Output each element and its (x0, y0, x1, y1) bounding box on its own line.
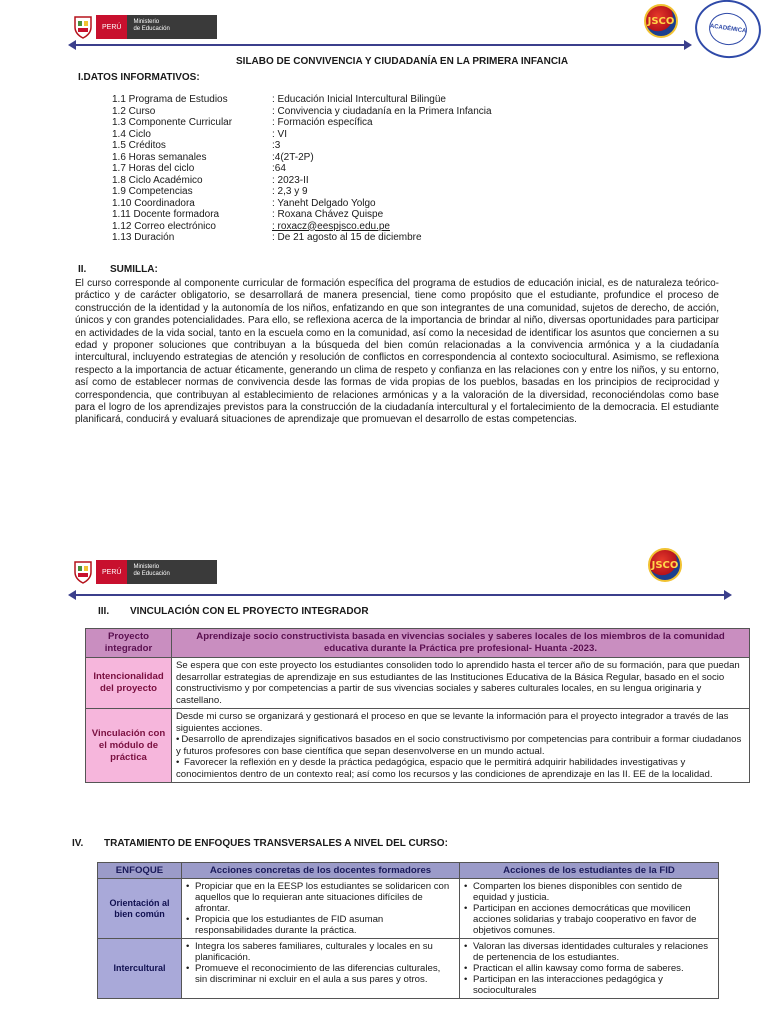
table-row (86, 629, 750, 658)
list-item: • Favorecer la reflexión en y desde la práctica pedagógica, espacio que le permitirá adquirir habilidades investigativas y conocimientos dentro de un contexto real; así como los recursos y las condiciones de aprendizaje en las II. EE de la localidad. (176, 757, 745, 780)
vinculacion-label: Vinculación con el módulo de práctica (86, 709, 172, 783)
institution-logo: JSCO (648, 548, 682, 582)
intencionalidad-label: Intencionalidad del proyecto (86, 658, 172, 709)
table-row (98, 879, 719, 939)
proyecto-title: Aprendizaje socio constructivista basada en vivencias sociales y saberes locales de los miembros de la comunidad educativa durante la Práctica pre profesional- Huanta -2023. (172, 629, 750, 658)
section-number-vinculacion: III. (98, 606, 110, 617)
vinculacion-cell (172, 709, 750, 783)
section-number-sumilla: II. (78, 264, 87, 275)
table-row (98, 939, 719, 999)
table-header-row (98, 863, 719, 879)
peru-label: PERÚ (96, 560, 127, 584)
vinculacion-list (176, 734, 745, 780)
section-heading-sumilla: SUMILLA: (110, 264, 158, 275)
column-header: Acciones concretas de los docentes formadores (182, 863, 460, 879)
docentes-cell (182, 879, 460, 939)
peru-label: PERÚ (96, 15, 127, 39)
list-item: • Comparten los bienes disponibles con sentido de equidad y justicia. (464, 881, 714, 903)
list-item: • Integra los saberes familiares, culturales y locales en su planificación. (186, 941, 455, 963)
list-item: • Propicia que los estudiantes de FID asuman responsabilidades durante la práctica. (186, 914, 455, 936)
enfoques-table (97, 862, 719, 999)
list-item: • Propiciar que en la EESP los estudiantes se solidaricen con aquellos que lo requieran ante situaciones difíciles de afrontar. (186, 881, 455, 914)
enfoque-name: Intercultural (98, 939, 182, 999)
list-item: • Promueve el reconocimiento de las diferencias culturales, sin discriminar ni excluir en el aula a sus pares y otros. (186, 963, 455, 985)
info-row: 1.9 Competencias : 2,3 y 9 (112, 186, 308, 197)
peru-shield-icon (70, 13, 96, 41)
ministry-label: Ministerio de Educación (127, 15, 217, 39)
peru-shield-icon (70, 558, 96, 586)
header-logo-page2 (70, 557, 217, 587)
info-row: 1.2 Curso : Convivencia y ciudadanía en la Primera Infancia (112, 105, 492, 117)
proyecto-label: Proyecto integrador (86, 629, 172, 658)
header-divider (74, 594, 726, 596)
estudiantes-cell (460, 939, 719, 999)
list-item: • Practican el allin kawsay como forma de saberes. (464, 963, 714, 974)
ministry-label: Ministerio de Educación (127, 560, 217, 584)
info-row: 1.8 Ciclo Académico : 2023-II (112, 174, 309, 186)
info-row: 1.5 Créditos :3 (112, 140, 281, 151)
list-item: • Participan en acciones democráticas que movilicen acciones solidarias y trabajo cooperativo en favor de objetivos comunes. (464, 903, 714, 936)
info-row: 1.13 Duración : De 21 agosto al 15 de diciembre (112, 232, 422, 243)
academic-stamp: ACADÉMICA (691, 0, 764, 62)
list-item: • Desarrollo de aprendizajes significativos basados en el socio constructivismo por competencias para contribuir a formar ciudadanos y futuros profesores con base científica que sepan desenvolverse en un mundo actual. (176, 734, 745, 757)
section-heading-vinculacion: VINCULACIÓN CON EL PROYECTO INTEGRADOR (130, 606, 369, 617)
list-item: • Valoran las diversas identidades culturales y relaciones de pertenencia de los estudiantes. (464, 941, 714, 963)
list-item: • Participan en las interacciones pedagógica y socioculturales (464, 974, 714, 996)
info-row: 1.7 Horas del ciclo :64 (112, 163, 286, 174)
header-logo (70, 12, 217, 42)
section-heading-enfoques: TRATAMIENTO DE ENFOQUES TRANSVERSALES A NIVEL DEL CURSO: (104, 838, 448, 849)
info-row: 1.11 Docente formadora : Roxana Chávez Quispe (112, 209, 384, 220)
proyecto-table (85, 628, 750, 783)
document-title: SILABO DE CONVIVENCIA Y CIUDADANÍA EN LA PRIMERA INFANCIA (236, 56, 569, 67)
estudiantes-cell (460, 879, 719, 939)
info-list (112, 94, 492, 244)
info-row: 1.10 Coordinadora : Yaneht Delgado Yolgo (112, 197, 376, 209)
column-header: ENFOQUE (98, 863, 182, 879)
info-row: 1.6 Horas semanales :4(2T-2P) (112, 151, 314, 163)
section-number-enfoques: IV. (72, 838, 84, 849)
info-row: 1.3 Componente Curricular : Formación específica (112, 117, 373, 128)
column-header: Acciones de los estudiantes de la FID (460, 863, 719, 879)
info-row: 1.1 Programa de Estudios : Educación Inicial Intercultural Bilingüe (112, 94, 446, 105)
vinculacion-intro: Desde mi curso se organizará y gestionará el proceso en que se levante la información para el proyecto integrador a través de las siguientes acciones. (176, 711, 729, 734)
docentes-cell (182, 939, 460, 999)
section-heading-datos: I.DATOS INFORMATIVOS: (78, 72, 200, 83)
intencionalidad-text: Se espera que con este proyecto los estudiantes consoliden todo lo aprendido hasta el tercer año de su formación, para que puedan desarrollar estrategias de aprendizaje en sus estudiantes de las Instituciones Educativa de la Básica Regular, basado en el socio constructivismo y por competencias a partir de sus vivencias sociales y saberes culturales locales, en su lengua originaria y castellano. (172, 658, 750, 709)
enfoque-name: Orientación al bien común (98, 879, 182, 939)
table-row (86, 658, 750, 709)
table-row (86, 709, 750, 783)
info-row: 1.4 Ciclo : VI (112, 128, 288, 140)
institution-logo: JSCO (644, 4, 678, 38)
info-row: 1.12 Correo electrónico : roxacz@eespjsco.edu.pe (112, 220, 390, 232)
header-divider (74, 44, 686, 46)
email-link[interactable]: : roxacz@eespjsco.edu.pe (272, 220, 390, 232)
sumilla-text: El curso corresponde al componente curricular de formación específica del programa de estudios de educación inicial, es de naturaleza teórico-práctico y de carácter obligatorio, se desarrollará de manera presencial, tiene como propósito que el estudiante, profundice el proceso de construcción de la identidad y la autonomía de los niños, enfatizando en que son integrantes de una comunidad, sujetos de derecho, de acción, únicos y con grandes potencialidades. Para ello, se reflexiona acerca de la importancia de brindar al niño, diversas oportunidades para participar en actividades de la vida social, tanto en la escuela como en la comunidad, así como la necesidad de identificar los asuntos que conciernen a su edad y proponer soluciones que contribuyan a la búsqueda del bien común relacionadas a la convivencia armónica y a la ciudadanía intercultural, incluyendo estrategias de atención y resolución de conflictos en correspondencia al contexto sociocultural. Asimismo, se reflexiona respecto a la importancia de actuar éticamente, generando un clima de respeto y confianza en las relaciones con y entre los niños, y su entorno, así como de establecer normas de convivencia desde las formas de vida propias de los pueblos, basadas en los principios de reciprocidad y correspondencia, que contribuyan al establecimiento de relaciones armónicas y a la valoración de la diversidad, reconociéndolas como base para el logro de los aprendizajes previstos para la construcción de la ciudadanía intercultural y el fortalecimiento de la democracia. El estudiante planificará, conducirá y evaluará situaciones de aprendizaje que promuevan el desarrollo de estas competencias. (75, 278, 719, 426)
